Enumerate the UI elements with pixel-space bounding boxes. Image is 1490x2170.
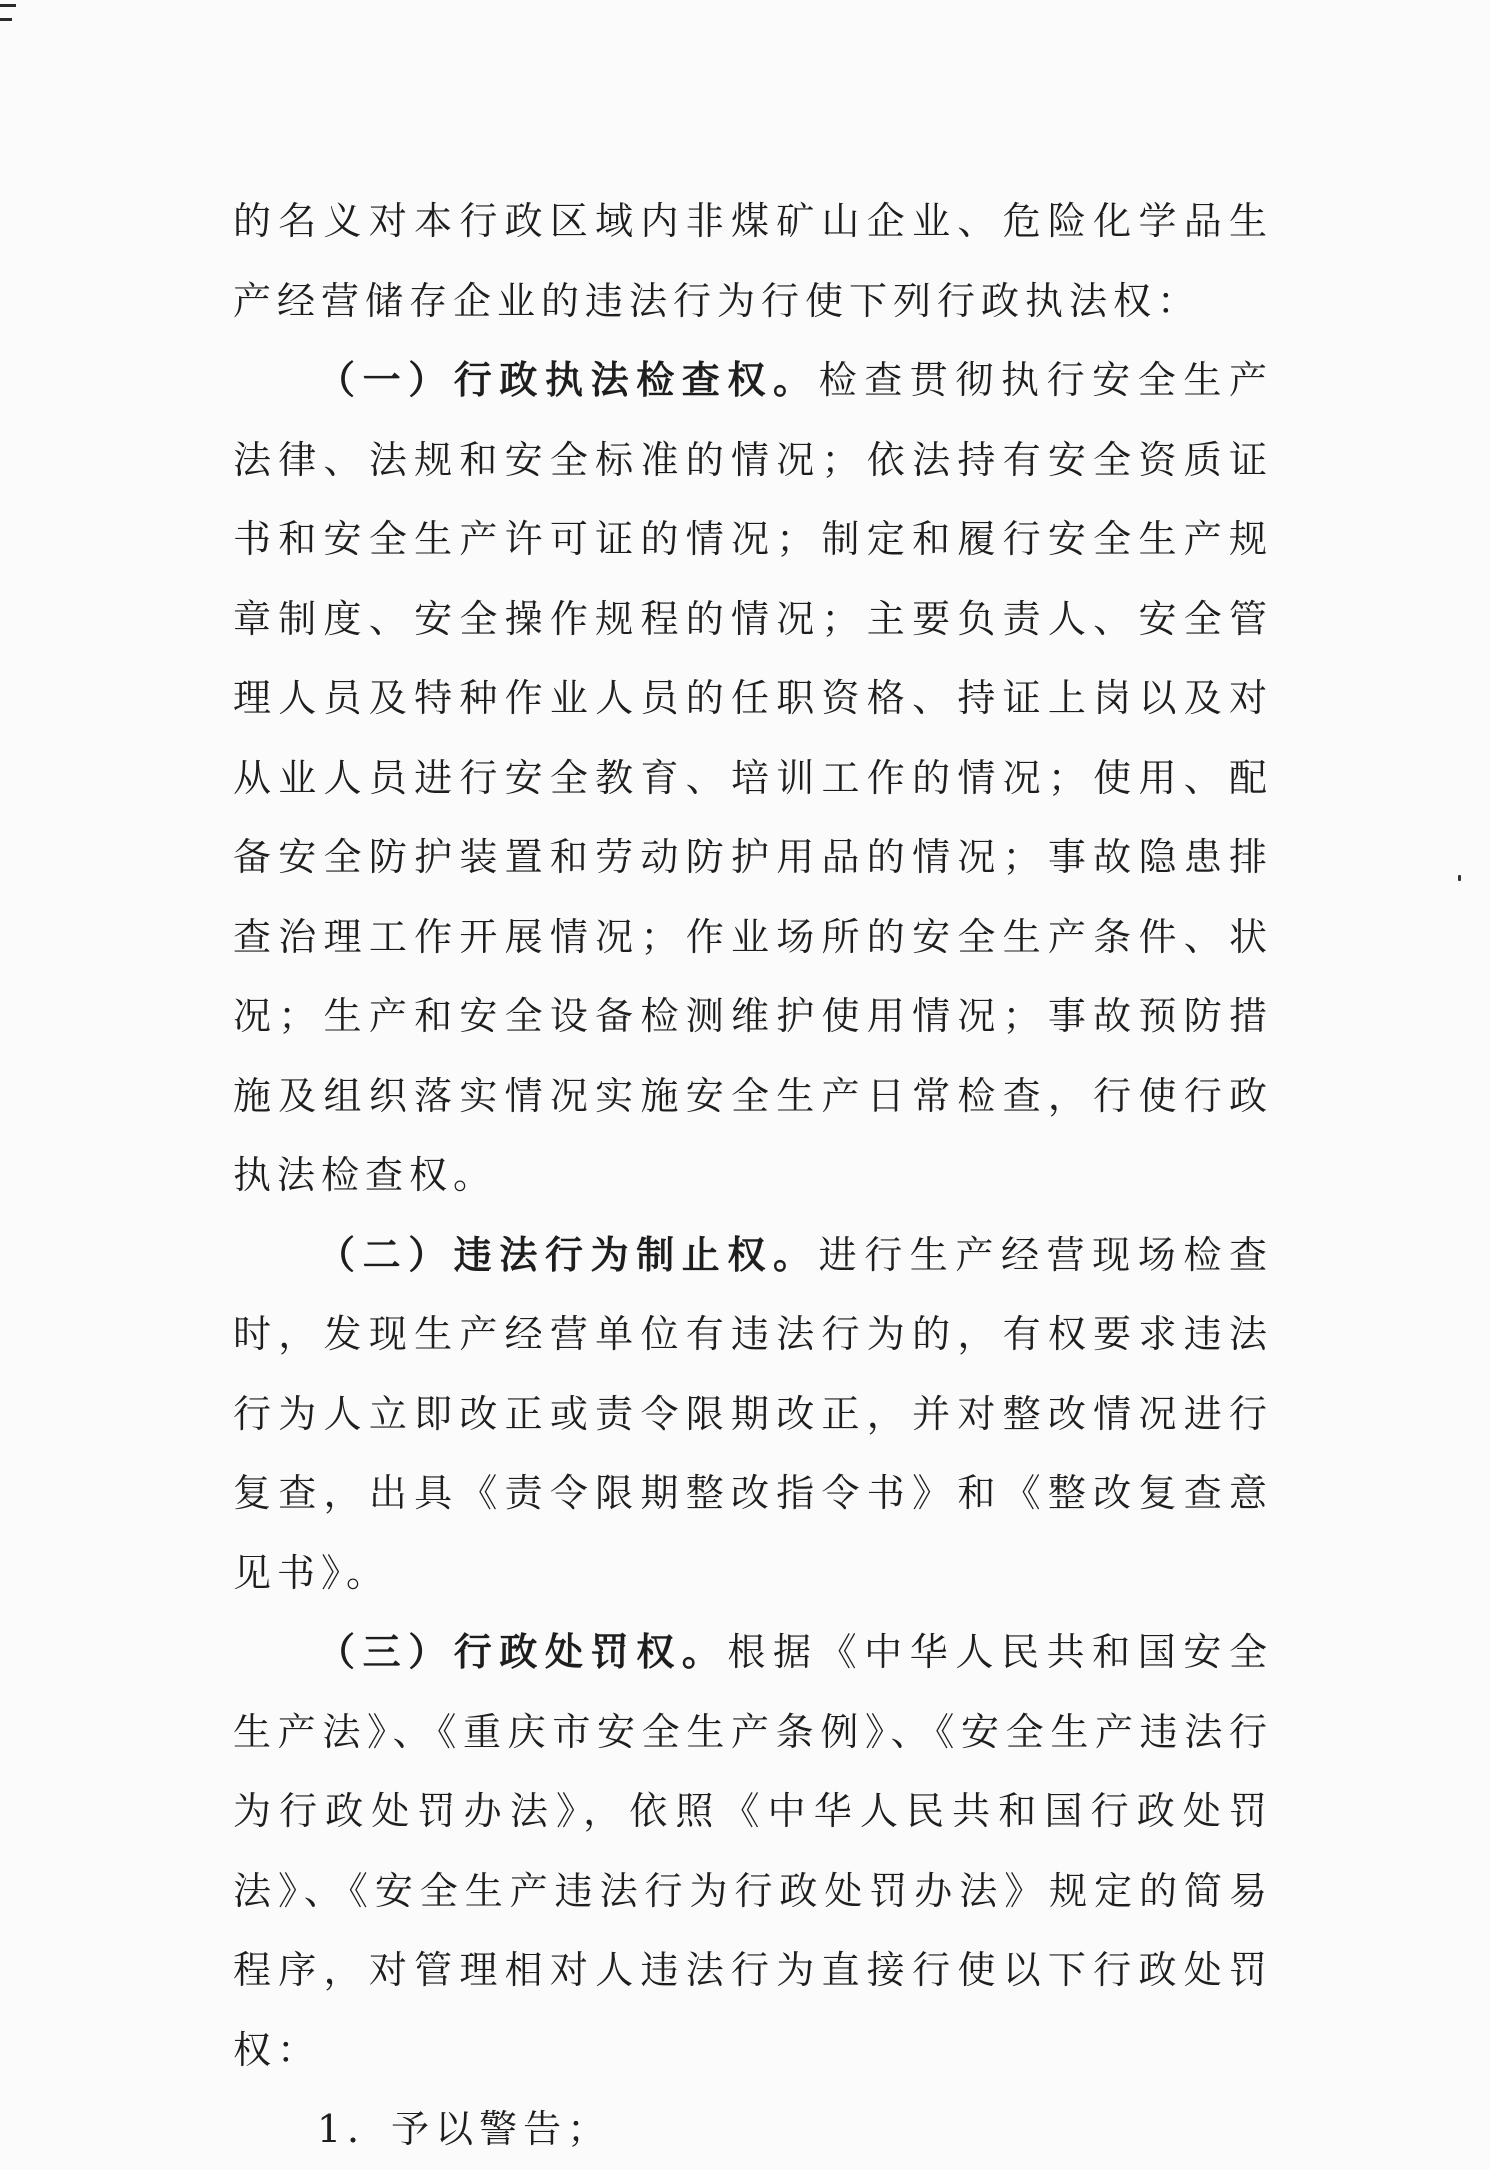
scan-speck [1458,875,1461,881]
scan-edge-mark [0,4,16,7]
intro-paragraph: 的名义对本行政区域内非煤矿山企业、危险化学品生产经营储存企业的违法行为行使下列行政执法权： [233,199,1273,323]
section-2-heading: （二）违法行为制止权。 [317,1232,819,1277]
section-1-paragraph [233,341,1273,1216]
section-2-body: 进行生产经营现场检查时，发现生产经营单位有违法行为的，有权要求违法行为人立即改正或责令限期改正，并对整改情况进行复查，出具《责令限期整改指令书》和《整改复查意见书》。 [233,1232,1273,1595]
section-3-body: 根据《中华人民共和国安全生产法》、《重庆市安全生产条例》、《安全生产违法行为行政处罚办法》，依照《中华人民共和国行政处罚法》、《安全生产违法行为行政处罚办法》规定的简易程序，对管理相对人违法行为直接行使以下行政处罚权： [233,1630,1273,2072]
scan-edge-mark [0,18,12,21]
list-item-1: 1．予以警告； [317,2107,612,2151]
section-1-body: 检查贯彻执行安全生产法律、法规和安全标准的情况；依法持有安全资质证书和安全生产许可证的情况；制定和履行安全生产规章制度、安全操作规程的情况；主要负责人、安全管理人员及特种作业人员的任职资格、持证上岗以及对从业人员进行安全教育、培训工作的情况；使用、配备安全防护装置和劳动防护用品的情况；事故隐患排查治理工作开展情况；作业场所的安全生产条件、状况；生产和安全设备检测维护使用情况；事故预防措施及组织落实情况实施安全生产日常检查，行使行政执法检查权。 [233,358,1273,1197]
section-3-heading: （三）行政处罚权。 [317,1630,728,1674]
section-2-paragraph [233,1216,1273,1614]
document-body [233,182,1273,2170]
section-1-heading: （一）行政执法检查权。 [317,358,819,402]
section-3-paragraph [233,1613,1273,2090]
